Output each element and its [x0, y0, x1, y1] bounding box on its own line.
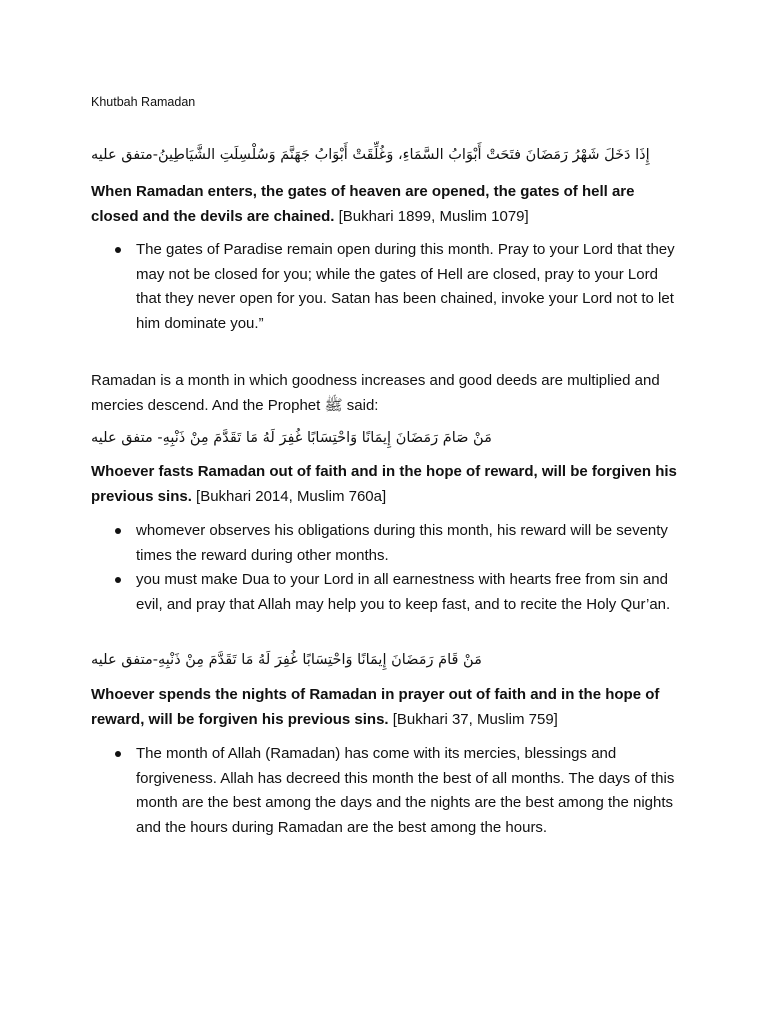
- hadith-2-bullet-list: [91, 519, 691, 617]
- hadith-2-arabic: مَنْ صَامَ رَمَضَانَ إِيمَانًا وَاحْتِسَابًا غُفِرَ لَهُ مَا تَقَدَّمَ مِنْ ذَنْبِهِ- متفق عليه: [91, 430, 492, 446]
- hadith-2-reference: [Bukhari 2014, Muslim 760a]: [191, 487, 387, 505]
- list-item-text: The gates of Paradise remain open during this month. Pray to your Lord that they may not be closed for you; while the gates of Hell are closed, pray to your Lord that they never open for you. Satan has been chained, invoke your Lord not to let him dominate you.”: [136, 241, 675, 332]
- hadith-1-translation: [91, 180, 681, 229]
- hadith-3-translation: [91, 683, 681, 732]
- list-item-text: The month of Allah (Ramadan) has come with its mercies, blessings and forgiveness. Allah has decreed this month the best of all months. The days of this month are the best among the days and the nights are the best among the nights and the hours during Ramadan are the best among the hours.: [136, 745, 675, 836]
- list-item-text: whomever observes his obligations during this month, his reward will be seventy times the reward during other months.: [136, 522, 668, 564]
- list-item: [91, 519, 681, 568]
- intro-paragraph: Ramadan is a month in which goodness increases and good deeds are multiplied and mercies descend. And the Prophet ﷺ said:: [91, 372, 660, 414]
- hadith-3-translation-text: Whoever spends the nights of Ramadan in prayer out of faith and in the hope of reward, will be forgiven his previous sins.: [91, 686, 660, 728]
- hadith-1-bullet-list: [91, 238, 691, 336]
- hadith-1-arabic: إِذَا دَخَلَ شَهْرُ رَمَضَانَ فتَحَتْ أَبْوَابُ السَّمَاءِ، وَغُلِّقَتْ أَبْوَابُ جَهَنَّمَ وَسُلْسِلَتِ الشَّيَاطِينُ-متفق عليه: [91, 147, 650, 163]
- list-item: [91, 742, 681, 840]
- list-item-text: you must make Dua to your Lord in all earnestness with hearts free from sin and evil, and pray that Allah may help you to keep fast, and to recite the Holy Qur’an.: [136, 571, 671, 613]
- bullet-icon: [115, 751, 121, 757]
- document-title: Khutbah Ramadan: [91, 95, 196, 109]
- hadith-2-translation-text: Whoever fasts Ramadan out of faith and in the hope of reward, will be forgiven his previous sins.: [91, 463, 677, 505]
- hadith-3-reference: [Bukhari 37, Muslim 759]: [388, 710, 558, 728]
- bullet-icon: [115, 247, 121, 253]
- hadith-2-translation: [91, 460, 681, 509]
- hadith-3-arabic: مَنْ قَامَ رَمَضَانَ إِيمَانًا وَاحْتِسَابًا غُفِرَ لَهُ مَا تَقَدَّمَ مِنْ ذَنْبِهِ-متفق عليه: [91, 652, 482, 668]
- bullet-icon: [115, 577, 121, 583]
- list-item: [91, 568, 681, 617]
- list-item: [91, 238, 681, 336]
- hadith-3-bullet-list: [91, 742, 691, 840]
- hadith-1-translation-text: When Ramadan enters, the gates of heaven are opened, the gates of hell are closed and the devils are chained.: [91, 183, 635, 225]
- bullet-icon: [115, 528, 121, 534]
- hadith-1-reference: [Bukhari 1899, Muslim 1079]: [334, 207, 529, 225]
